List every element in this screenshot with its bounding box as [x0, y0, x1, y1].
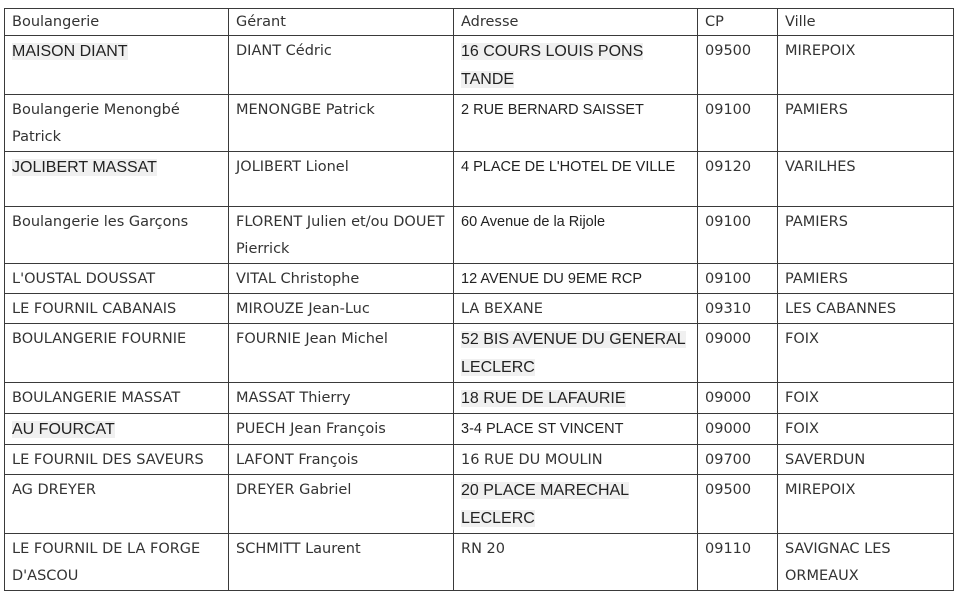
cell-address: 18 RUE DE LAFAURIE — [454, 383, 698, 414]
cell-manager: MENONGBE Patrick — [229, 95, 454, 152]
cell-manager: VITAL Christophe — [229, 264, 454, 294]
cell-name: AG DREYER — [5, 475, 229, 534]
table-row — [5, 475, 954, 534]
cell-address: 2 RUE BERNARD SAISSET — [454, 95, 698, 152]
cell-city: PAMIERS — [778, 95, 954, 152]
cell-cp: 09110 — [698, 534, 778, 591]
table-row — [5, 207, 954, 264]
cell-name: AU FOURCAT — [5, 414, 229, 445]
cell-manager: FOURNIE Jean Michel — [229, 324, 454, 383]
cell-address: 3-4 PLACE ST VINCENT — [454, 414, 698, 445]
cell-name: MAISON DIANT — [5, 36, 229, 95]
cell-city: PAMIERS — [778, 207, 954, 264]
cell-manager: DIANT Cédric — [229, 36, 454, 95]
cell-cp: 09120 — [698, 152, 778, 207]
cell-name: L'OUSTAL DOUSSAT — [5, 264, 229, 294]
cell-address: 16 RUE DU MOULIN — [454, 445, 698, 475]
cell-cp: 09000 — [698, 383, 778, 414]
cell-city: PAMIERS — [778, 264, 954, 294]
cell-address: RN 20 — [454, 534, 698, 591]
table-row — [5, 383, 954, 414]
cell-cp: 09500 — [698, 475, 778, 534]
cell-cp: 09500 — [698, 36, 778, 95]
header-cp: CP — [698, 9, 778, 36]
cell-manager: MIROUZE Jean-Luc — [229, 294, 454, 324]
cell-address: 16 COURS LOUIS PONS TANDE — [454, 36, 698, 95]
cell-city: FOIX — [778, 324, 954, 383]
table-row — [5, 152, 954, 207]
cell-name: BOULANGERIE MASSAT — [5, 383, 229, 414]
cell-city: SAVIGNAC LES ORMEAUX — [778, 534, 954, 591]
cell-manager: PUECH Jean François — [229, 414, 454, 445]
cell-name: LE FOURNIL DE LA FORGE D'ASCOU — [5, 534, 229, 591]
cell-city: SAVERDUN — [778, 445, 954, 475]
cell-address: 52 BIS AVENUE DU GENERAL LECLERC — [454, 324, 698, 383]
cell-cp: 09100 — [698, 95, 778, 152]
cell-manager: DREYER Gabriel — [229, 475, 454, 534]
header-city: Ville — [778, 9, 954, 36]
table-row — [5, 445, 954, 475]
table-row — [5, 324, 954, 383]
cell-cp: 09310 — [698, 294, 778, 324]
cell-name: Boulangerie les Garçons — [5, 207, 229, 264]
cell-city: LES CABANNES — [778, 294, 954, 324]
cell-cp: 09100 — [698, 264, 778, 294]
cell-address: 12 AVENUE DU 9EME RCP — [454, 264, 698, 294]
cell-manager: JOLIBERT Lionel — [229, 152, 454, 207]
cell-cp: 09100 — [698, 207, 778, 264]
header-manager: Gérant — [229, 9, 454, 36]
table-row — [5, 36, 954, 95]
cell-name: Boulangerie Menongbé Patrick — [5, 95, 229, 152]
bakery-table — [4, 8, 954, 591]
cell-manager: LAFONT François — [229, 445, 454, 475]
cell-city: VARILHES — [778, 152, 954, 207]
table-row — [5, 294, 954, 324]
table-row — [5, 414, 954, 445]
cell-address: 60 Avenue de la Rijole — [454, 207, 698, 264]
table-row — [5, 534, 954, 591]
cell-name: BOULANGERIE FOURNIE — [5, 324, 229, 383]
cell-name: LE FOURNIL DES SAVEURS — [5, 445, 229, 475]
cell-cp: 09000 — [698, 414, 778, 445]
cell-city: MIREPOIX — [778, 36, 954, 95]
table-row — [5, 95, 954, 152]
cell-address: 20 PLACE MARECHAL LECLERC — [454, 475, 698, 534]
table-header-row — [5, 9, 954, 36]
header-address: Adresse — [454, 9, 698, 36]
cell-cp: 09700 — [698, 445, 778, 475]
cell-manager: SCHMITT Laurent — [229, 534, 454, 591]
cell-name: LE FOURNIL CABANAIS — [5, 294, 229, 324]
cell-cp: 09000 — [698, 324, 778, 383]
cell-city: FOIX — [778, 383, 954, 414]
cell-city: MIREPOIX — [778, 475, 954, 534]
table-row — [5, 264, 954, 294]
cell-manager: MASSAT Thierry — [229, 383, 454, 414]
cell-manager: FLORENT Julien et/ou DOUET Pierrick — [229, 207, 454, 264]
cell-address: LA BEXANE — [454, 294, 698, 324]
header-name: Boulangerie — [5, 9, 229, 36]
cell-name: JOLIBERT MASSAT — [5, 152, 229, 207]
cell-address: 4 PLACE DE L'HOTEL DE VILLE — [454, 152, 698, 207]
cell-city: FOIX — [778, 414, 954, 445]
